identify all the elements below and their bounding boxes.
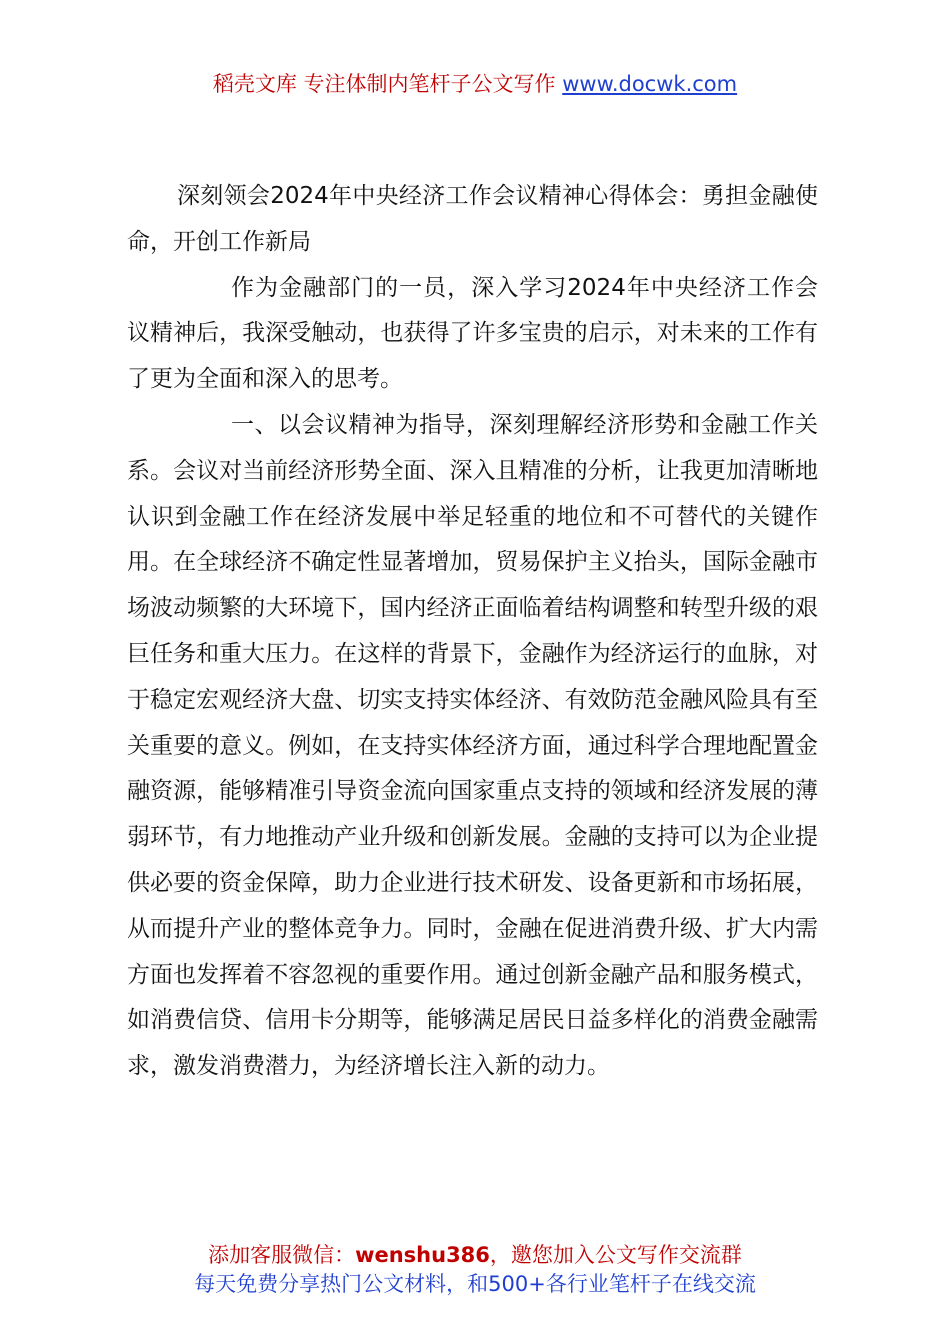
- footer-contact-prefix: 添加客服微信：: [208, 1243, 356, 1267]
- wechat-id: wenshu386: [355, 1243, 490, 1267]
- paragraph-intro: 作为金融部门的一员，深入学习2024年中央经济工作会议精神后，我深受触动，也获得了许多宝贵的启示，对未来的工作有了更为全面和深入的思考。: [127, 274, 818, 393]
- footer-promo: 每天免费分享热门公文材料，和500+各行业笔杆子在线交流: [194, 1272, 756, 1296]
- document-title: 深刻领会2024年中央经济工作会议精神心得体会：勇担金融使命，开创工作新局: [127, 183, 818, 255]
- paragraph-section-one: 一、以会议精神为指导，深刻理解经济形势和金融工作关系。会议对当前经济形势全面、深入且精准的分析，让我更加清晰地认识到金融工作在经济发展中举足轻重的地位和不可替代的关键作用。在全球经济不确定性显著增加，贸易保护主义抬头，国际金融市场波动频繁的大环境下，国内经济正面临着结构调整和转型升级的艰巨任务和重大压力。在这样的背景下，金融作为经济运行的血脉，对于稳定宏观经济大盘、切实支持实体经济、有效防范金融风险具有至关重要的意义。例如，在支持实体经济方面，通过科学合理地配置金融资源，能够精准引导资金流向国家重点支持的领域和经济发展的薄弱环节，有力地推动产业升级和创新发展。金融的支持可以为企业提供必要的资金保障，助力企业进行技术研发、设备更新和市场拓展，从而提升产业的整体竞争力。同时，金融在促进消费升级、扩大内需方面也发挥着不容忽视的重要作用。通过创新金融产品和服务模式，如消费信贷、信用卡分期等，能够满足居民日益多样化的消费金融需求，激发消费潜力，为经济增长注入新的动力。: [127, 411, 818, 1080]
- watermark-header: [0, 70, 950, 98]
- document-body: [127, 174, 818, 1090]
- footer-contact: [0, 1241, 950, 1269]
- header-slogan: 稻壳文库 专注体制内笔杆子公文写作: [212, 72, 563, 96]
- footer-contact-suffix: ，邀您加入公文写作交流群: [489, 1243, 742, 1267]
- site-link[interactable]: www.docwk.com: [562, 72, 738, 96]
